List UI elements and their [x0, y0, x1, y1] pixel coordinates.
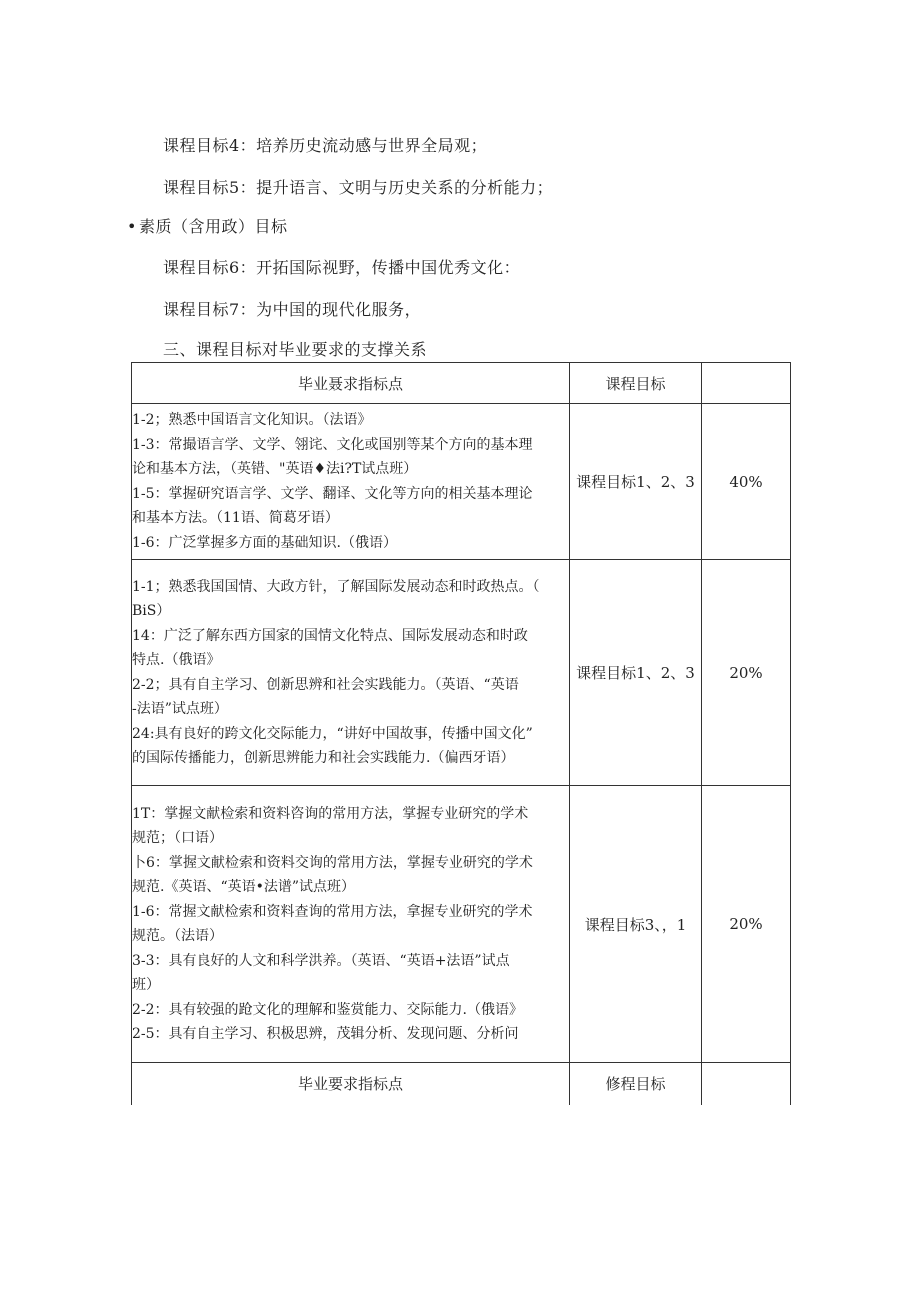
requirement-line: 14：广泛了解东西方国家的国情文化特点、国际发展动态和时政 [132, 627, 528, 644]
requirement-line: 3-3：具有良好的人文和科学洪养。（英语、“英语+法语”试点 [132, 952, 510, 969]
table-row [132, 404, 791, 560]
requirement-line: 论和基本方法，（英错、"英语♦法i?T试点班） [132, 461, 418, 477]
requirement-line: 24:具有良好的跨文化交际能力，“讲好中国故事，传播中国文化” [132, 725, 533, 742]
requirement-line: 1-6：常握文献检索和资料查询的常用方法，拿握专业研究的学术 [132, 903, 533, 920]
requirement-line: 和基本方法。（11语、简葛牙语） [132, 510, 339, 526]
header-requirement: 毕业聂求指标点 [132, 363, 570, 404]
requirement-line: 1-5：掌握研究语言学、文学、翻译、文化等方向的相关基本理论 [132, 485, 533, 502]
course-goal-6: 课程目标6：开拓国际视野，传播中国优秀文化： [163, 258, 521, 277]
table-header-row [132, 363, 791, 404]
requirement-cell [132, 786, 570, 1063]
course-goal-7: 课程目标7：为中国的现代化服务， [163, 300, 422, 319]
requirement-line: 1-3：常撮语言学、文学、翎诧、文化或国别等某个方向的基本理 [132, 436, 533, 453]
course-goal-5: 课程目标5：提升语言、文明与历史关系的分析能力； [163, 178, 554, 197]
section-heading-support-relation: 三、课程目标对毕业要求的支撑关系 [163, 340, 428, 359]
quality-goals-label: 素质（含用政）目标 [138, 217, 288, 236]
course-goal-cell: 课程目标1、2、3 [570, 560, 702, 786]
support-relation-table [131, 362, 791, 1105]
course-goal-cell: 课程目标3、，1 [570, 786, 702, 1063]
header-course-goal: 课程目标 [570, 363, 702, 404]
course-goal-4: 课程目标4：培养历史流动感与世界全局观； [163, 136, 488, 155]
requirement-line: 1T：掌握文献检索和资料咨询的常用方法，掌握专业研究的学术 [132, 805, 529, 822]
table-row [132, 786, 791, 1063]
requirement-line: 1-1；熟悉我国国情、大政方针，了解国际发展动态和时政热点。（ [132, 578, 540, 595]
requirement-line: 2-5：具有自主学习、积极思辨，茂辑分析、发现问题、分析问 [132, 1026, 519, 1042]
requirement-line: 1-2；熟悉中国语言文化知识。（法语》 [132, 412, 372, 428]
requirement-line: 的国际传播能力，创新思辨能力和社会实践能力.（偏西牙语） [132, 750, 515, 766]
requirement-line: 1-6：广泛掌握多方面的基础知识.（俄语） [132, 534, 397, 551]
requirement-line: -法语”试点班） [132, 701, 228, 717]
requirement-line: 特点.（俄语》 [132, 652, 221, 668]
requirement-line: 卜6：掌握文献检索和资料交询的常用方法，掌握专业研究的学术 [132, 854, 533, 871]
requirement-cell [132, 404, 570, 560]
requirement-line: 班） [132, 977, 160, 993]
requirement-line: 规范。（法语） [132, 928, 223, 944]
requirement-cell [132, 560, 570, 786]
repeat-header-weight [702, 1063, 791, 1105]
table-row [132, 560, 791, 786]
requirement-line: 2-2；具有自主学习、创新思辨和社会实践能力。（英语、“英语 [132, 676, 519, 693]
weight-cell: 20% [702, 560, 791, 786]
quality-goals-heading [127, 214, 287, 237]
weight-cell: 20% [702, 786, 791, 1063]
header-weight [702, 363, 791, 404]
weight-cell: 40% [702, 404, 791, 560]
requirement-line: 规范.《英语、“英语•法谱”试点班） [132, 879, 356, 895]
requirement-line: BiS） [132, 603, 171, 619]
repeat-header-course-goal: 修程目标 [570, 1063, 702, 1105]
requirement-line: 规范；（口语） [132, 830, 223, 846]
bullet-icon: • [127, 217, 137, 236]
requirement-line: 2-2：具有较强的跄文化的理解和鉴赏能力、交际能力.（俄语》 [132, 1001, 523, 1018]
course-goal-cell: 课程目标1、2、3 [570, 404, 702, 560]
table-repeat-header-row [132, 1063, 791, 1105]
repeat-header-requirement: 毕业要求指标点 [132, 1063, 570, 1105]
